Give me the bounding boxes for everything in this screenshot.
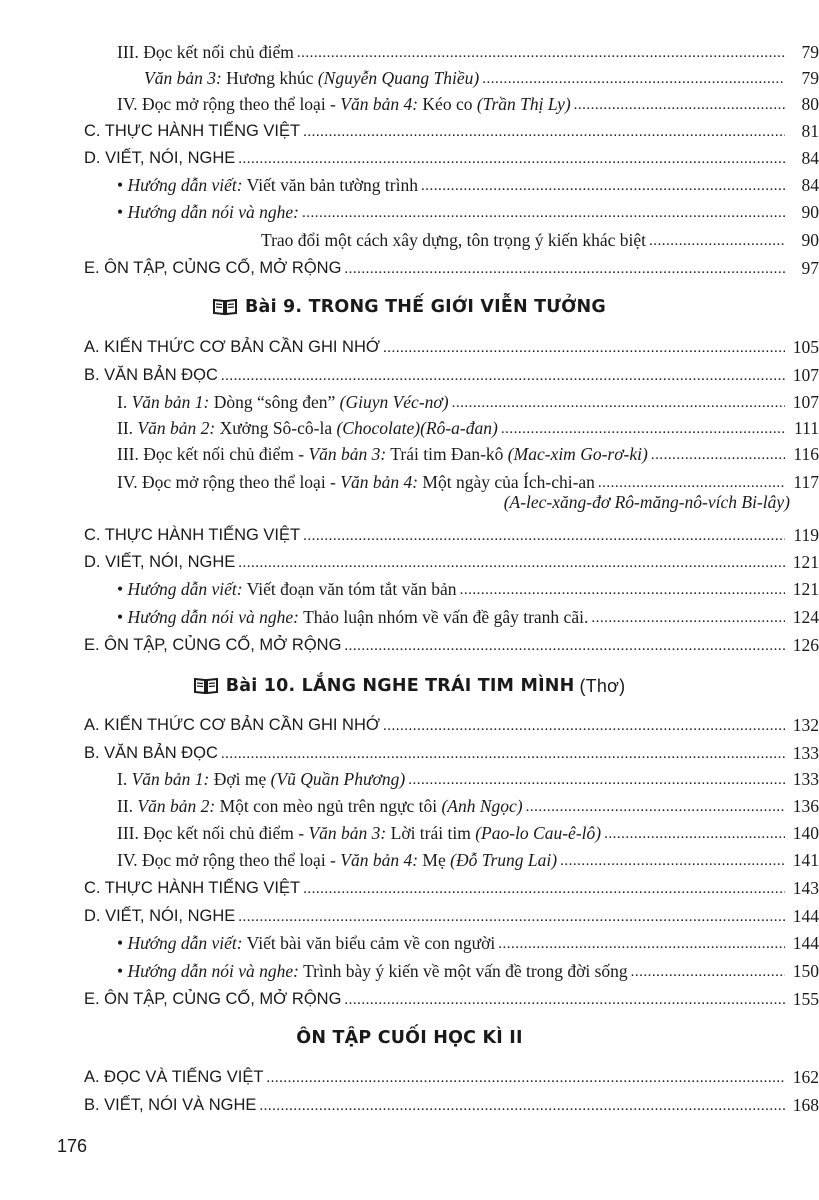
entry-italic: Văn bản 1:	[131, 769, 210, 789]
toc-entry	[0, 62, 819, 88]
entry-italic: Văn bản 3:	[144, 68, 222, 88]
entry-tail: Mẹ	[418, 850, 451, 870]
page-number: 136	[792, 796, 819, 816]
page-number: 168	[792, 1095, 819, 1115]
leader-dots	[344, 638, 785, 655]
toc-entry	[0, 196, 819, 222]
toc-entry	[0, 359, 819, 385]
entry-prefix: I.	[117, 769, 132, 789]
toc-entry	[0, 927, 819, 953]
leader-dots	[460, 582, 785, 599]
toc-entry	[0, 790, 819, 816]
entry-prefix: E. ÔN TẬP, CỦNG CỐ, MỞ RỘNG	[84, 636, 342, 654]
entry-author: (Anh Ngọc)	[441, 796, 523, 816]
entry-label	[84, 906, 235, 926]
entry-label: Trao đổi một cách xây dựng, tôn trọng ý kiến khác biệt	[261, 230, 647, 250]
bullet: •	[117, 202, 124, 222]
toc-entry	[0, 629, 819, 655]
toc-entry	[0, 331, 819, 357]
toc-entry	[0, 115, 819, 141]
page-number: 126	[792, 635, 819, 655]
page-number: 144	[792, 933, 819, 953]
entry-label	[84, 989, 341, 1009]
leader-dots	[221, 368, 785, 385]
toc-entry	[0, 983, 819, 1009]
entry-tail: Xưởng Sô-cô-la	[215, 418, 337, 438]
page-number: 133	[792, 743, 819, 763]
toc-entry	[0, 88, 819, 114]
leader-dots	[266, 1070, 785, 1087]
leader-dots	[408, 772, 785, 789]
entry-label	[117, 769, 405, 789]
page-number: 121	[792, 579, 819, 599]
entry-label	[117, 796, 523, 816]
toc-entry	[0, 817, 819, 843]
page-number: 150	[792, 961, 819, 981]
page-number: 84	[801, 148, 819, 168]
entry-author: (Pao-lo Cau-ê-lô)	[475, 823, 602, 843]
toc-entry	[0, 386, 819, 412]
entry-label	[117, 850, 557, 870]
toc-entry	[0, 224, 819, 250]
leader-dots	[238, 555, 785, 572]
bullet: •	[117, 175, 124, 195]
entry-prefix: D. VIẾT, NÓI, NGHE	[84, 907, 236, 925]
entry-italic: Hướng dẫn viết:	[127, 933, 243, 953]
entry-author: (Đỗ Trung Lai)	[450, 850, 558, 870]
entry-label	[117, 579, 457, 599]
page-number: 97	[801, 258, 819, 278]
entry-label	[84, 525, 300, 545]
entry-italic: Hướng dẫn nói và nghe:	[127, 202, 300, 222]
entry-prefix: B. VĂN BẢN ĐỌC	[84, 366, 218, 384]
entry-label	[84, 635, 341, 655]
page-number: 140	[792, 823, 819, 843]
entry-tail: Hương khúc	[221, 68, 318, 88]
toc-entry	[0, 709, 819, 735]
entry-label: III. Đọc kết nối chủ điểm	[117, 42, 294, 62]
entry-tail: Viết văn bản tường trình	[242, 175, 418, 195]
entry-prefix: II.	[117, 796, 138, 816]
leader-dots	[383, 340, 785, 357]
leader-dots	[649, 233, 785, 250]
lesson-title: Bài 10. LẮNG NGHE TRÁI TIM MÌNH	[225, 676, 575, 696]
bullet: •	[117, 933, 124, 953]
entry-continuation: (A-lec-xăng-đơ Rô-măng-nô-vích Bi-lây)	[503, 492, 790, 512]
entry-author: (Trần Thị Ly)	[476, 94, 571, 114]
toc-entry	[0, 900, 819, 926]
entry-label	[144, 68, 479, 88]
entry-tail: Đợi mẹ	[209, 769, 271, 789]
entry-italic: Hướng dẫn nói và nghe:	[127, 961, 300, 981]
entry-tail: Trình bày ý kiến về một vấn đề trong đời sống	[299, 961, 628, 981]
page-number: 79	[801, 68, 819, 88]
bullet: •	[117, 607, 124, 627]
entry-prefix: IV. Đọc mở rộng theo thể loại -	[117, 850, 341, 870]
leader-dots	[383, 718, 785, 735]
entry-label: E. ÔN TẬP, CỦNG CỐ, MỞ RỘNG	[84, 259, 342, 277]
toc-entry	[0, 763, 819, 789]
page-number: 107	[792, 365, 819, 385]
leader-dots	[498, 936, 785, 953]
page-number: 107	[792, 392, 819, 412]
toc-entry	[0, 1089, 819, 1115]
entry-italic: Văn bản 4:	[340, 472, 419, 492]
page-number: 90	[801, 230, 819, 250]
entry-label	[84, 715, 380, 735]
leader-dots	[501, 421, 785, 438]
page-number: 133	[792, 769, 819, 789]
page-number: 81	[801, 121, 819, 141]
toc-entry	[0, 142, 819, 168]
entry-label	[117, 202, 299, 222]
leader-dots	[651, 447, 785, 464]
toc-entry	[0, 1061, 819, 1087]
toc-entry	[0, 844, 819, 870]
review-heading	[0, 1023, 819, 1053]
leader-dots	[598, 475, 785, 492]
entry-label	[117, 472, 595, 492]
bullet: •	[117, 961, 124, 981]
leader-dots	[574, 97, 785, 114]
leader-dots	[297, 45, 785, 62]
entry-italic: Hướng dẫn nói và nghe:	[127, 607, 300, 627]
entry-tail: Lời trái tim	[386, 823, 476, 843]
page-number: 119	[793, 525, 819, 545]
entry-prefix: C. THỰC HÀNH TIẾNG VIỆT	[84, 879, 301, 897]
leader-dots	[421, 178, 785, 195]
open-book-icon	[194, 677, 218, 695]
bullet: •	[117, 579, 124, 599]
leader-dots	[303, 528, 785, 545]
lesson-title: Bài 9. TRONG THẾ GIỚI VIỄN TƯỞNG	[245, 297, 606, 317]
page-number: 132	[792, 715, 819, 735]
leader-dots	[631, 964, 785, 981]
entry-italic: Hướng dẫn viết:	[127, 175, 243, 195]
leader-dots	[452, 395, 785, 412]
leader-dots	[259, 1098, 785, 1115]
entry-label: D. VIẾT, NÓI, NGHE	[84, 149, 236, 167]
page-number: 84	[801, 175, 819, 195]
entry-tail: Một ngày của Ích-chi-an	[418, 472, 595, 492]
toc-entry	[0, 169, 819, 195]
entry-prefix: B. VĂN BẢN ĐỌC	[84, 744, 218, 762]
toc-entry	[0, 438, 819, 464]
entry-prefix: E. ÔN TẬP, CỦNG CỐ, MỞ RỘNG	[84, 990, 342, 1008]
leader-dots	[526, 799, 785, 816]
leader-dots	[560, 853, 785, 870]
page-number: 121	[792, 552, 819, 572]
leader-dots	[591, 610, 785, 627]
page-number: 116	[793, 444, 819, 464]
entry-author: (Vũ Quần Phương)	[270, 769, 406, 789]
entry-tail: Kéo co	[418, 94, 477, 114]
toc-entry	[0, 412, 819, 438]
page-number: 144	[792, 906, 819, 926]
entry-label	[84, 1095, 256, 1115]
toc-entry	[0, 573, 819, 599]
page-number: 162	[792, 1067, 819, 1087]
leader-dots	[303, 124, 785, 141]
page-number: 90	[801, 202, 819, 222]
leader-dots	[344, 261, 785, 278]
page-number: 141	[792, 850, 819, 870]
page-number: 80	[801, 94, 819, 114]
leader-dots	[303, 881, 785, 898]
entry-author: (Giuyn Véc-nơ)	[339, 392, 449, 412]
toc-entry	[0, 546, 819, 572]
entry-italic: Văn bản 4:	[340, 94, 419, 114]
entry-italic: Văn bản 3:	[308, 823, 387, 843]
toc-entry	[0, 601, 819, 627]
lesson-title-suffix: (Thơ)	[579, 675, 626, 696]
entry-italic: Hướng dẫn viết:	[127, 579, 243, 599]
toc-entry	[0, 36, 819, 62]
page-number: 143	[792, 878, 819, 898]
entry-prefix: C. THỰC HÀNH TIẾNG VIỆT	[84, 526, 301, 544]
leader-dots	[221, 746, 785, 763]
entry-prefix: III. Đọc kết nối chủ điểm -	[117, 444, 309, 464]
entry-prefix: B. VIẾT, NÓI VÀ NGHE	[84, 1096, 257, 1114]
entry-tail: Một con mèo ngủ trên ngực tôi	[215, 796, 442, 816]
entry-label	[84, 337, 380, 357]
entry-label	[84, 1067, 263, 1087]
entry-italic: Văn bản 2:	[137, 418, 216, 438]
entry-label	[84, 365, 218, 385]
leader-dots	[238, 909, 785, 926]
entry-tail: Dòng “sông đen”	[209, 392, 340, 412]
toc-entry	[0, 955, 819, 981]
entry-italic: Văn bản 3:	[308, 444, 387, 464]
entry-italic: Văn bản 1:	[131, 392, 210, 412]
toc-entry	[0, 466, 819, 492]
entry-label	[117, 607, 588, 627]
entry-author: (Nguyễn Quang Thiều)	[317, 68, 480, 88]
entry-prefix: III. Đọc kết nối chủ điểm -	[117, 823, 309, 843]
open-book-icon	[213, 298, 237, 316]
entry-prefix: A. KIẾN THỨC CƠ BẢN CẦN GHI NHỚ	[84, 716, 381, 734]
entry-label: C. THỰC HÀNH TIẾNG VIỆT	[84, 122, 301, 140]
page-number: 155	[792, 989, 819, 1009]
entry-prefix: I.	[117, 392, 132, 412]
page-number: 117	[793, 472, 819, 492]
entry-prefix: A. KIẾN THỨC CƠ BẢN CẦN GHI NHỚ	[84, 338, 381, 356]
toc-entry	[0, 737, 819, 763]
entry-label	[84, 552, 235, 572]
entry-prefix: II.	[117, 418, 138, 438]
entry-prefix: IV. Đọc mở rộng theo thể loại -	[117, 472, 341, 492]
entry-label	[117, 933, 495, 953]
entry-label	[84, 878, 300, 898]
page-number: 79	[801, 42, 819, 62]
entry-italic: Văn bản 4:	[340, 850, 419, 870]
toc-entry	[0, 252, 819, 278]
entry-label	[84, 743, 218, 763]
leader-dots	[344, 992, 785, 1009]
entry-label	[117, 444, 648, 464]
entry-prefix: A. ĐỌC VÀ TIẾNG VIỆT	[84, 1068, 264, 1086]
toc-entry	[0, 519, 819, 545]
entry-tail: Viết đoạn văn tóm tắt văn bản	[242, 579, 457, 599]
page-folio: 176	[57, 1136, 88, 1156]
entry-prefix: D. VIẾT, NÓI, NGHE	[84, 553, 236, 571]
entry-prefix: IV. Đọc mở rộng theo thể loại -	[117, 94, 341, 114]
entry-label	[117, 823, 601, 843]
entry-tail: Thảo luận nhóm về vấn đề gây tranh cãi.	[299, 607, 589, 627]
leader-dots	[302, 205, 785, 222]
lesson-heading	[0, 292, 819, 322]
page-number: 111	[794, 418, 819, 438]
review-title: ÔN TẬP CUỐI HỌC KÌ II	[296, 1028, 523, 1048]
entry-author: (Chocolate)(Rô-a-đan)	[336, 418, 498, 438]
entry-italic: Văn bản 2:	[137, 796, 216, 816]
entry-tail: Viết bài văn biểu cảm về con người	[242, 933, 496, 953]
toc-entry	[0, 872, 819, 898]
page-number: 105	[792, 337, 819, 357]
lesson-heading	[0, 671, 819, 701]
entry-label	[117, 418, 498, 438]
entry-label	[117, 94, 571, 114]
entry-label	[117, 392, 449, 412]
leader-dots	[482, 71, 785, 88]
entry-label	[117, 961, 628, 981]
leader-dots	[604, 826, 785, 843]
page-number: 124	[792, 607, 819, 627]
entry-author: (Mac-xim Go-rơ-ki)	[507, 444, 648, 464]
entry-label	[117, 175, 418, 195]
entry-tail: Trái tim Đan-kô	[386, 444, 508, 464]
leader-dots	[238, 151, 785, 168]
